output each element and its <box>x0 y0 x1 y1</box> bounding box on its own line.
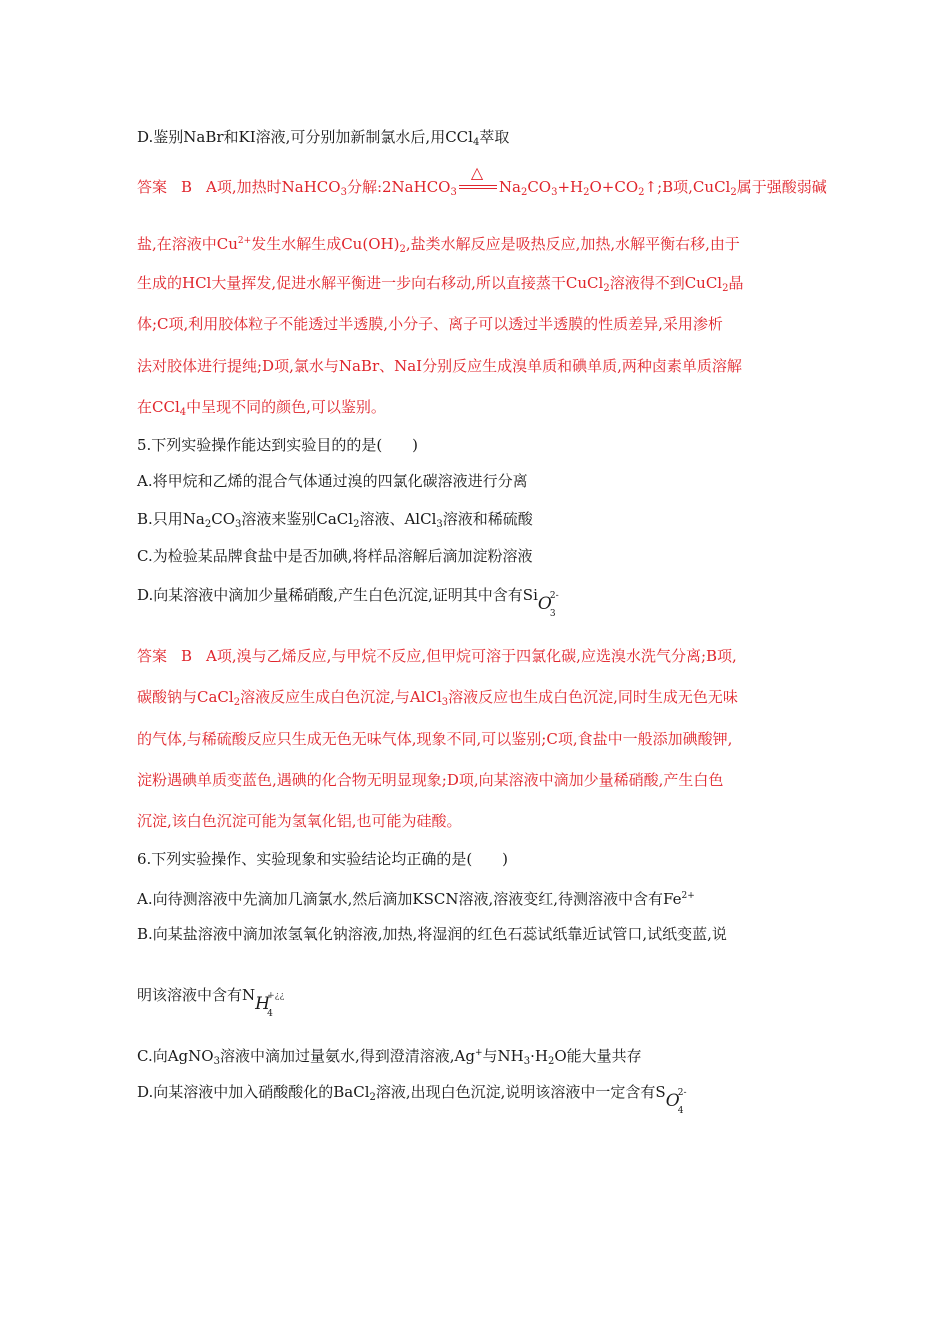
ion-charge: 2- <box>549 591 559 601</box>
q5-option-d <box>137 584 850 619</box>
text: 属于强酸弱碱 <box>736 178 827 196</box>
text: A项,加热时NaHCO <box>206 178 341 196</box>
subscript: 2 <box>233 697 241 708</box>
ion-charge: 2- <box>677 1088 687 1098</box>
text: 发生水解生成Cu(OH) <box>251 235 400 253</box>
text: 生成的HCl大量挥发,促进水解平衡进一步向右移动,所以直接蒸干CuCl <box>137 274 604 292</box>
sulfate-ion-formula <box>665 1081 690 1116</box>
text: O+CO <box>589 178 639 196</box>
q4-answer-line-4: 体;C项,利用胶体粒子不能透过半透膜,小分子、离子可以透过半透膜的性质差异,采用渗析 <box>137 315 723 333</box>
q5-stem: 5.下列实验操作能达到实验目的的是( ) <box>137 436 419 454</box>
heat-triangle-icon: △ <box>470 163 484 182</box>
ion-base: H <box>255 994 270 1014</box>
ammonium-ion-formula <box>255 984 285 1019</box>
subscript: 2 <box>583 187 590 198</box>
text: +H <box>557 178 584 196</box>
subscript: 2 <box>520 187 528 198</box>
subscript: 3 <box>551 187 558 198</box>
q5-option-b <box>137 508 850 536</box>
text: 溶液得不到CuCl <box>609 274 723 292</box>
answer-label: 答案 <box>137 647 168 665</box>
q5-option-a: A.将甲烷和乙烯的混合气体通过溴的四氯化碳溶液进行分离 <box>137 472 528 490</box>
text: 溶液反应生成白色沉淀,与AlCl <box>240 688 442 706</box>
q5-answer-line-5: 沉淀,该白色沉淀可能为氢氧化铝,也可能为硅酸。 <box>137 812 462 830</box>
q6-option-d <box>137 1081 850 1116</box>
text: ·H <box>530 1047 548 1065</box>
subscript: 2 <box>369 1092 376 1103</box>
text: ,盐类水解反应是吸热反应,加热,水解平衡右移,由于 <box>405 235 740 253</box>
subscript: 4 <box>472 137 480 148</box>
q4-answer-line-3 <box>137 272 850 300</box>
superscript: 2+ <box>681 891 695 901</box>
ion-base: O <box>537 594 552 614</box>
text: 溶液来鉴别CaCl <box>241 510 354 528</box>
q6-option-a <box>137 885 850 910</box>
subscript: 2 <box>638 187 645 198</box>
subscript: 2 <box>399 244 406 255</box>
text: 中呈现不同的颜色,可以鉴别。 <box>186 398 386 416</box>
text: ↑;B项,CuCl <box>644 178 731 196</box>
ion-subscript: 4 <box>267 1009 273 1019</box>
subscript: 2 <box>603 283 610 294</box>
subscript: 3 <box>340 187 347 198</box>
q5-answer-line-4: 淀粉遇碘单质变蓝色,遇碘的化合物无明显现象;D项,向某溶液中滴加少量稀硝酸,产生白色 <box>137 771 724 789</box>
text: 溶液中滴加过量氨水,得到澄清溶液,Ag <box>219 1047 475 1065</box>
text: 分解:2NaHCO <box>346 178 451 196</box>
subscript: 4 <box>179 407 187 418</box>
text: 溶液,出现白色沉淀,说明该溶液中一定含有S <box>375 1083 666 1101</box>
subscript: 3 <box>441 697 449 708</box>
text: D.向某溶液中加入硝酸酸化的BaCl <box>137 1083 370 1101</box>
text: 溶液、AlCl <box>359 510 437 528</box>
text: 萃取 <box>479 128 510 146</box>
heating-condition <box>457 163 499 198</box>
subscript: 2 <box>730 187 737 198</box>
text: 在CCl <box>137 398 180 416</box>
q4-answer-line-1 <box>137 163 850 204</box>
text: D.鉴别NaBr和KI溶液,可分别加新制氯水后,用CCl <box>137 128 473 146</box>
q6-stem: 6.下列实验操作、实验现象和实验结论均正确的是( ) <box>137 850 509 868</box>
q5-answer-line-1 <box>137 645 850 667</box>
q6-option-b-line-1: B.向某盐溶液中滴加浓氢氧化钠溶液,加热,将湿润的红色石蕊试纸靠近试管口,试纸变蓝,说 <box>137 925 727 943</box>
superscript: 2+ <box>237 236 252 246</box>
q5-option-c: C.为检验某品牌食盐中是否加碘,将样品溶解后滴加淀粉溶液 <box>137 547 533 565</box>
answer-label: 答案 <box>137 178 168 196</box>
answer-choice: B <box>181 647 193 665</box>
q5-answer-line-2 <box>137 686 850 714</box>
ion-subscript: 4 <box>677 1106 684 1116</box>
q5-answer-line-3: 的气体,与稀硫酸反应只生成无色无味气体,现象不同,可以鉴别;C项,食盐中一般添加碘酸钾, <box>137 730 733 748</box>
q4-answer-line-5: 法对胶体进行提纯;D项,氯水与NaBr、NaI分别反应生成溴单质和碘单质,两种卤素单质溶解 <box>137 357 742 375</box>
text: 碳酸钠与CaCl <box>137 688 234 706</box>
subscript: 2 <box>722 283 729 294</box>
subscript: 2 <box>547 1056 555 1067</box>
text: 晶 <box>728 274 744 292</box>
subscript: 2 <box>353 519 360 530</box>
text: Na <box>498 178 521 196</box>
silicate-ion-formula <box>537 584 562 619</box>
subscript: 3 <box>523 1056 531 1067</box>
q4-answer-line-6 <box>137 396 850 424</box>
subscript: 3 <box>213 1056 220 1067</box>
text: CO <box>211 510 236 528</box>
subscript: 2 <box>204 519 212 530</box>
text: 溶液反应也生成白色沉淀,同时生成无色无味 <box>448 688 738 706</box>
text: 与NH <box>482 1047 524 1065</box>
ion-subscript: 3 <box>549 609 556 619</box>
text: CO <box>527 178 552 196</box>
q6-option-c <box>137 1042 850 1073</box>
superscript: + <box>474 1048 483 1058</box>
text: O能大量共存 <box>554 1047 642 1065</box>
answer-choice: B <box>181 178 193 196</box>
q4-answer-line-2 <box>137 230 850 261</box>
text: A项,溴与乙烯反应,与甲烷不反应,但甲烷可溶于四氯化碳,应选溴水洗气分离;B项, <box>206 647 737 665</box>
text: 盐,在溶液中Cu <box>137 235 238 253</box>
q6-option-b-line-2 <box>137 984 850 1019</box>
subscript: 3 <box>436 519 443 530</box>
subscript: 3 <box>450 187 457 198</box>
text: C.向AgNO <box>137 1047 214 1065</box>
text: 溶液和稀硫酸 <box>442 510 533 528</box>
q4-option-d <box>137 126 850 154</box>
ion-base: O <box>665 1091 680 1111</box>
subscript: 3 <box>235 519 242 530</box>
text: D.向某溶液中滴加少量稀硝酸,产生白色沉淀,证明其中含有Si <box>137 586 538 604</box>
ion-charge: +¿¿ <box>267 991 285 1001</box>
text: 明该溶液中含有N <box>137 986 256 1004</box>
text: A.向待测溶液中先滴加几滴氯水,然后滴加KSCN溶液,溶液变红,待测溶液中含有Fe <box>137 890 682 908</box>
text: B.只用Na <box>137 510 205 528</box>
